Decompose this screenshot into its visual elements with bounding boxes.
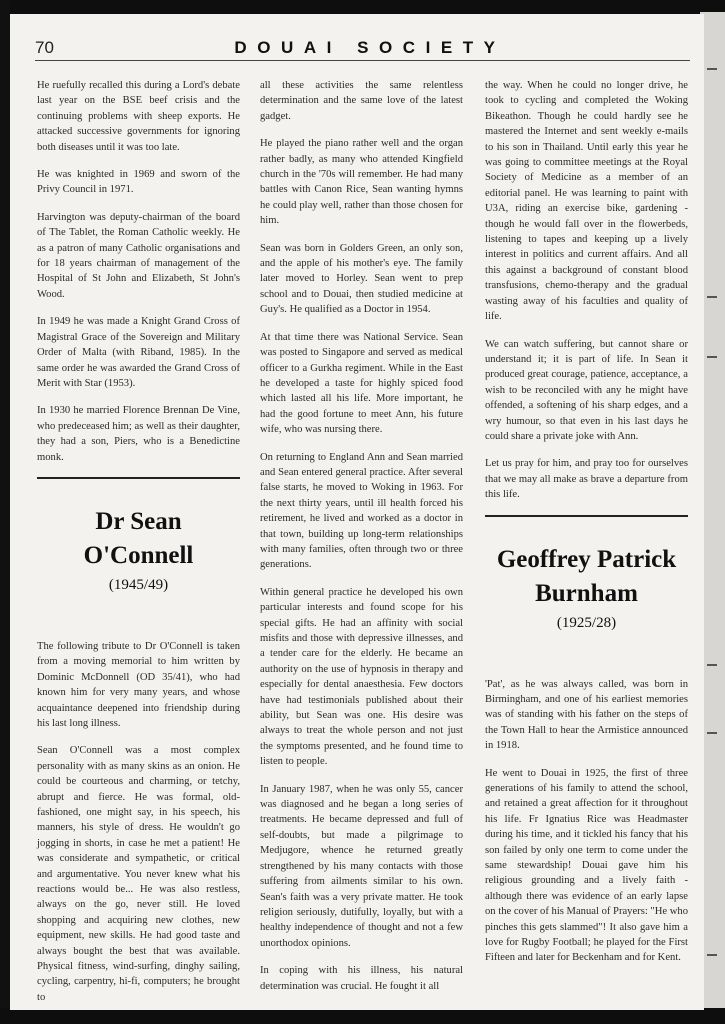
paragraph: 'Pat', as he was always called, was born in Birmingham, and one of his earliest memories was of standing with his father on the steps of the Town Hall to hear the Armistice announced in 1918. [485,678,688,752]
paragraph: Sean was born in Golders Green, an only son, and the apple of his mother's eye. The family later moved to Horley. Sean went to prep school and to Douai, then studied medicine at Guy's. He qualified as a Doctor in 1954. [260,242,463,316]
paragraph: Sean O'Connell was a most complex personality with as many skins as an onion. He could be courteous and charming, or tetchy, abrupt and fierce. He was formal, old-fashioned, one might say, in his speech, his manners, his style of dress. He wouldn't go jogging in shorts, in case he met a patient! He was considerate and sympathetic, or critical and argumentative. You never knew what his reactions would be... He was also restless, always on the go, never still. He loved shopping and acquiring new clothes, new equipment, new skills. He had good taste and always bought the best that was available. Physical fitness, wind-surfing, dinghy sailing, cycling, carpentry, hi-fi, computers; he brought to [37,745,240,1003]
paragraph: He played the piano rather well and the organ rather badly, as many who attended Kingfield church in the '70s will remember. He had many battles with Canon Rice, Sean wanting hymns he could play well, rather than those chosen for him. [260,138,463,227]
edge-mark [707,954,717,956]
edge-mark [707,68,717,70]
running-title: DOUAI SOCIETY [234,38,506,57]
obituary-name-line2: Burnham [535,579,638,607]
paragraph: He was knighted in 1969 and sworn of the Privy Council in 1971. [37,169,240,196]
section-rule [485,515,688,517]
paragraph: In coping with his illness, his natural determination was crucial. He fought it all [260,965,463,992]
paragraph: all these activities the same relentless determination and the same love of the latest gadget. [260,80,463,122]
paragraph: the way. When he could no longer drive, he took to cycling and completed the Woking Bikeathon. Though he could hardly see he mastered the Internet and sent weekly e-mails to his son in Thailand. Until early this year he was going to committee meetings at the Royal Society of Medicine as a member of an editorial panel. He was learning to paint with U3A, riding an exercise bike, gardening - though he would fall over in the flowerbeds, listening to tapes and keeping up a lively interest in politics and current affairs. And all this against a background of constant blood transfusions, chemo-therapy and the gradual wasting away of his faculties and quality of life. [485,80,688,323]
obituary-name-line2: O'Connell [83,541,194,569]
paragraph: At that time there was National Service. Sean was posted to Singapore and served as medical officer to a Gurkha regiment. While in the East he developed a taste for highly spiced food which lasted all his life. More important, he had the good fortune to meet Ann, his future wife, who was nursing there. [260,331,463,436]
paragraph: Harvington was deputy-chairman of the board of The Tablet, the Roman Catholic weekly. He as a patron of many Catholic organisations and for 18 years chairman of management of the Hospital of St John and Elizabeth, St John's Wood. [37,211,240,300]
column-1 [37,78,240,1017]
paragraph: Within general practice he developed his own particular interests and found scope for his special gifts. He had an affinity with social misfits and those with depressive illnesses, and a tender care for the elderly. He became an authority on the use of hypnosis in therapy and especially for dental anaesthesia. Few doctors have had testimonials published about their ability, but Sean was one. His desire was always to treat the whole person and not just the symptoms presented, and he found time to listen to people. [260,586,463,768]
header-rule [35,60,690,61]
edge-mark [707,296,717,298]
page-number: 70 [35,38,54,57]
paragraph: He went to Douai in 1925, the first of three generations of his family to attend the school, and retained a great affection for it throughout his life. Fr Ignatius Rice was Headmaster during his time, and it tickled his fancy that his son failed by only one term to come under the same stewardship! Douai gave him his religious grounding and a lively faith - although there was evidence of an early lapse on the cover of his Manual of Prayers: "He who pinches this gets slammed"! It also gave him a love for Rugby Football; he played for the First Fifteen and later for Beckenham and for Kent. [485,767,688,964]
paragraph: In January 1987, when he was only 55, cancer was diagnosed and he began a long series of treatments. He became depressed and full of self-doubts, but made a pilgrimage to Medjugore, whence he returned greatly strengthened by his many contacts with those suffering from ailments similar to his own. Sean's faith was a very private matter. He took religion seriously, dutifully, loyally, but with a healthy independence of thought and not a few unorthodox opinions. [260,783,463,949]
paragraph: Let us pray for him, and pray too for ourselves that we may all make as brave a departure from this life. [485,458,688,501]
edge-mark [707,732,717,734]
column-2 [260,78,463,1006]
edge-mark [707,664,717,666]
paragraph: He ruefully recalled this during a Lord's debate last year on the BSE beef crisis and the continuing problems with sheep exports. He attacked successive governments for ignoring both diseases until it was too late. [37,80,240,153]
obituary-name-line1: Dr Sean [95,507,182,535]
paragraph: The following tribute to Dr O'Connell is taken from a moving memorial to him written by Dominic McDonnell (OD 35/41), who had known him for very many years, and whose acquaintance deepened into friendship during his last long illness. [37,640,240,729]
column-3 [485,78,688,978]
obituary-years: (1925/28) [556,614,617,631]
paragraph: In 1930 he married Florence Brennan De Vine, who predeceased him; as well as their daughter, they had a son, Piers, who is a Benedictine monk. [37,405,240,463]
paragraph: We can watch suffering, but cannot share or understand it; it is part of life. In Sean it produced great courage, patience, acceptance, a wish to be reconciled with any he might have offended, a softening of his sharp edges, and a wry humour, so that even in his last days he could share a private joke with Ann. [485,338,688,442]
scan-edge-left [0,0,10,1024]
section-rule [37,477,240,479]
paragraph: On returning to England Ann and Sean married and Sean entered general practice. After several false starts, he moved to Woking in 1963. For the next thirty years, until ill health forced his retirement, he lived and worked as a doctor in that town, building up long-term relationships with many families, often through two or three generations. [260,451,463,571]
edge-mark [707,356,717,358]
obituary-name-line1: Geoffrey Patrick [496,545,677,573]
obituary-years: (1945/49) [108,576,169,593]
paragraph: In 1949 he was made a Knight Grand Cross of Magistral Grace of the Sovereign and Military Order of Malta (with Riband, 1985). In the same order he was awarded the Grand Cross of Merit with Star (1953). [37,316,240,389]
